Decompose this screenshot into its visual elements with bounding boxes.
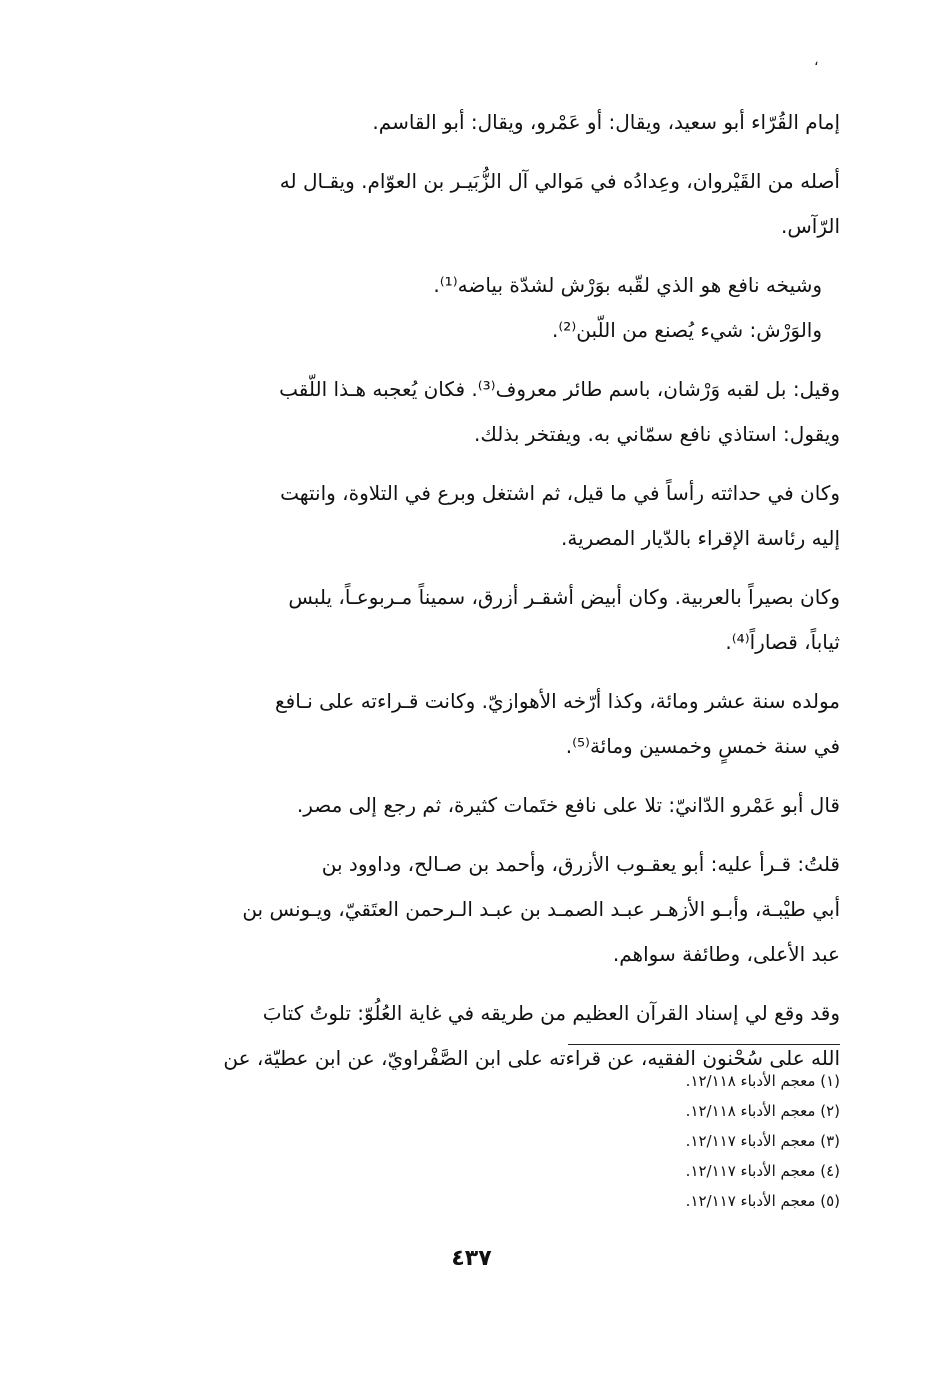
text-line: الرّآس. <box>780 214 840 238</box>
text-line: أبي طيْبـة، وأبـو الأزهـر عبـد الصمـد بن عبـد الـرحمن العتَقيّ، ويـونس بن <box>242 897 840 921</box>
text-line: عبد الأعلى، وطائفة سواهم. <box>612 942 840 966</box>
text-line: ويقول: استاذي نافع سمّاني به. ويفتخر بذلك. <box>474 422 840 446</box>
paragraph <box>150 679 840 769</box>
paragraph <box>150 575 840 665</box>
paragraph <box>150 367 840 457</box>
text-line: إليه رئاسة الإقراء بالدّيار المصرية. <box>561 526 840 550</box>
text-line: قال أبو عَمْرو الدّانيّ: تلا على نافع ختَمات كثيرة، ثم رجع إلى مصر. <box>296 793 840 817</box>
paragraph <box>150 263 840 353</box>
text-line: ثياباً، قصاراً⁽⁴⁾. <box>725 630 840 654</box>
paragraph <box>150 783 840 828</box>
footnote: (٣) معجم الأدباء ١٢/١١٧. <box>685 1132 840 1150</box>
corner-mark: ، <box>814 53 819 69</box>
text-line: وكان بصيراً بالعربية. وكان أبيض أشقـر أزرق، سميناً مـربوعـاً، يلبس <box>288 585 840 609</box>
footnote: (٢) معجم الأدباء ١٢/١١٨. <box>685 1102 840 1120</box>
text-line: وقد وقع لي إسناد القرآن العظيم من طريقه في غاية العُلُوّ: تلوتُ كتابَ <box>262 1001 840 1025</box>
paragraph <box>150 842 840 977</box>
footnote: (٤) معجم الأدباء ١٢/١١٧. <box>685 1162 840 1180</box>
text-line: وكان في حداثته رأساً في ما قيل، ثم اشتغل وبرع في التلاوة، وانتهت <box>280 481 840 505</box>
text-line: وقيل: بل لقبه وَرْشان، باسم طائر معروف⁽³⁾. فكان يُعجبه هـذا اللّقب <box>279 377 840 401</box>
text-line: وشيخه نافع هو الذي لقّبه بوَرْش لشدّة بياضه⁽¹⁾. <box>433 273 822 297</box>
text-line: الله على سُحْنون الفقيه، عن قراءته على ابن الصَّفْراويّ، عن ابن عطيّة، عن <box>223 1046 840 1070</box>
text-line: والوَرْش: شيء يُصنع من اللّبن⁽²⁾. <box>552 318 822 342</box>
paragraph <box>150 159 840 249</box>
footnote-separator <box>568 1044 840 1045</box>
text-line: قلتُ: قـرأ عليه: أبو يعقـوب الأزرق، وأحمد بن صـالح، وداوود بن <box>321 852 840 876</box>
footnote: (١) معجم الأدباء ١٢/١١٨. <box>685 1072 840 1090</box>
text-line: في سنة خمسٍ وخمسين ومائة⁽⁵⁾. <box>565 734 840 758</box>
paragraph <box>150 100 840 145</box>
paragraph <box>150 471 840 561</box>
main-text <box>150 100 840 1095</box>
text-line: إمام القُرّاء أبو سعيد، ويقال: أو عَمْرو، ويقال: أبو القاسم. <box>372 110 840 134</box>
text-line: مولده سنة عشر ومائة، وكذا أرّخه الأهوازيّ. وكانت قـراءته على نـافع <box>275 689 840 713</box>
footnote: (٥) معجم الأدباء ١٢/١١٧. <box>685 1192 840 1210</box>
footnotes <box>500 1066 840 1216</box>
page-number: ٤٣٧ <box>451 1246 492 1271</box>
text-line: أصله من القَيْروان، وعِدادُه في مَوالي آل الزُّبَيـر بن العوّام. ويقـال له <box>279 169 840 193</box>
